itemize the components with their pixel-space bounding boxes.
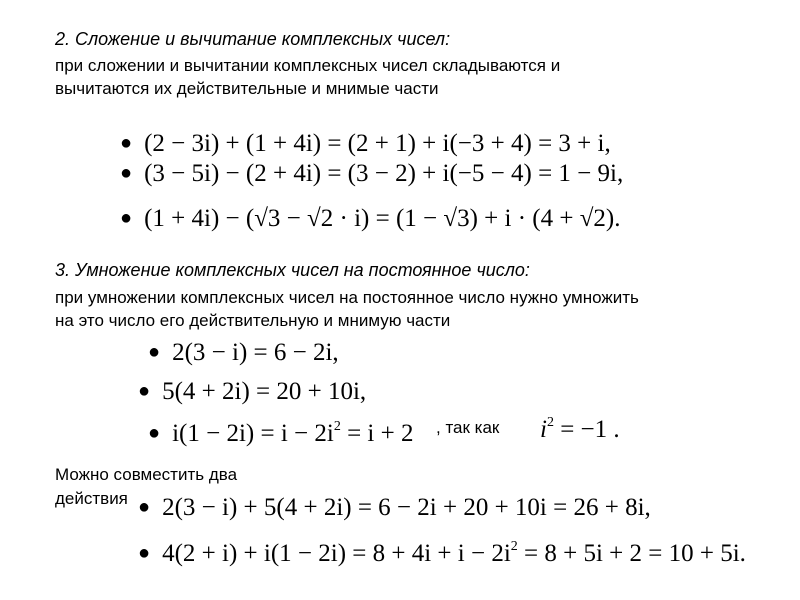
bullet: ●: [120, 132, 133, 154]
bullet: ●: [148, 341, 161, 363]
formula-multiply-2: ● 5(4 + 2i) = 20 + 10i,: [138, 378, 367, 405]
section3-description-line1: при умножении комплексных чисел на постоянное число нужно умножить: [55, 288, 639, 307]
formula-combined-1: ● 2(3 − i) + 5(4 + 2i) = 6 − 2i + 20 + 10i = 26 + 8i,: [138, 494, 651, 521]
section2-title: 2. Сложение и вычитание комплексных чисел:: [55, 29, 451, 49]
because-text: , так как: [436, 418, 500, 437]
bullet: ●: [120, 162, 133, 184]
bullet: ●: [120, 207, 133, 229]
formula-addition: ● (2 − 3i) + (1 + 4i) = (2 + 1) + i(−3 + 4) = 3 + i,: [120, 130, 611, 157]
section3-title: 3. Умножение комплексных чисел на постоянное число:: [55, 260, 530, 280]
formula-sqrt-subtraction: ● (1 + 4i) − (√3 − √2 · i) = (1 − √3) + i · (4 + √2).: [120, 205, 621, 232]
formula-multiply-3: ● $i(1 - 2i) = i - 2i^2 = i + 2$: [148, 419, 414, 447]
formula-subtraction: ● (3 − 5i) − (2 + 4i) = (3 − 2) + i(−5 − 4) = 1 − 9i,: [120, 160, 624, 187]
bullet: ●: [138, 380, 151, 402]
formula-combined-2: ● $4(2 + i) + i(1 - 2i) = 8 + 4i + i - 2i^2 = 8 + 5i + 2 = 10 + 5i$.: [138, 539, 746, 567]
bullet: ●: [148, 422, 161, 444]
section2-description-line1: при сложении и вычитании комплексных чисел складываются и: [55, 56, 561, 75]
combine-text-line2: действия: [55, 489, 128, 508]
formula-multiply-1: ● 2(3 − i) = 6 − 2i,: [148, 339, 339, 366]
section2-description-line2: вычитаются их действительные и мнимые части: [55, 79, 439, 98]
combine-text-line1: Можно совместить два: [55, 465, 238, 484]
section3-description-line2: на это число его действительную и мнимую части: [55, 311, 451, 330]
bullet: ●: [138, 542, 151, 564]
formula-i-squared: $i^2 = -1$ .: [540, 415, 620, 443]
bullet: ●: [138, 496, 151, 518]
